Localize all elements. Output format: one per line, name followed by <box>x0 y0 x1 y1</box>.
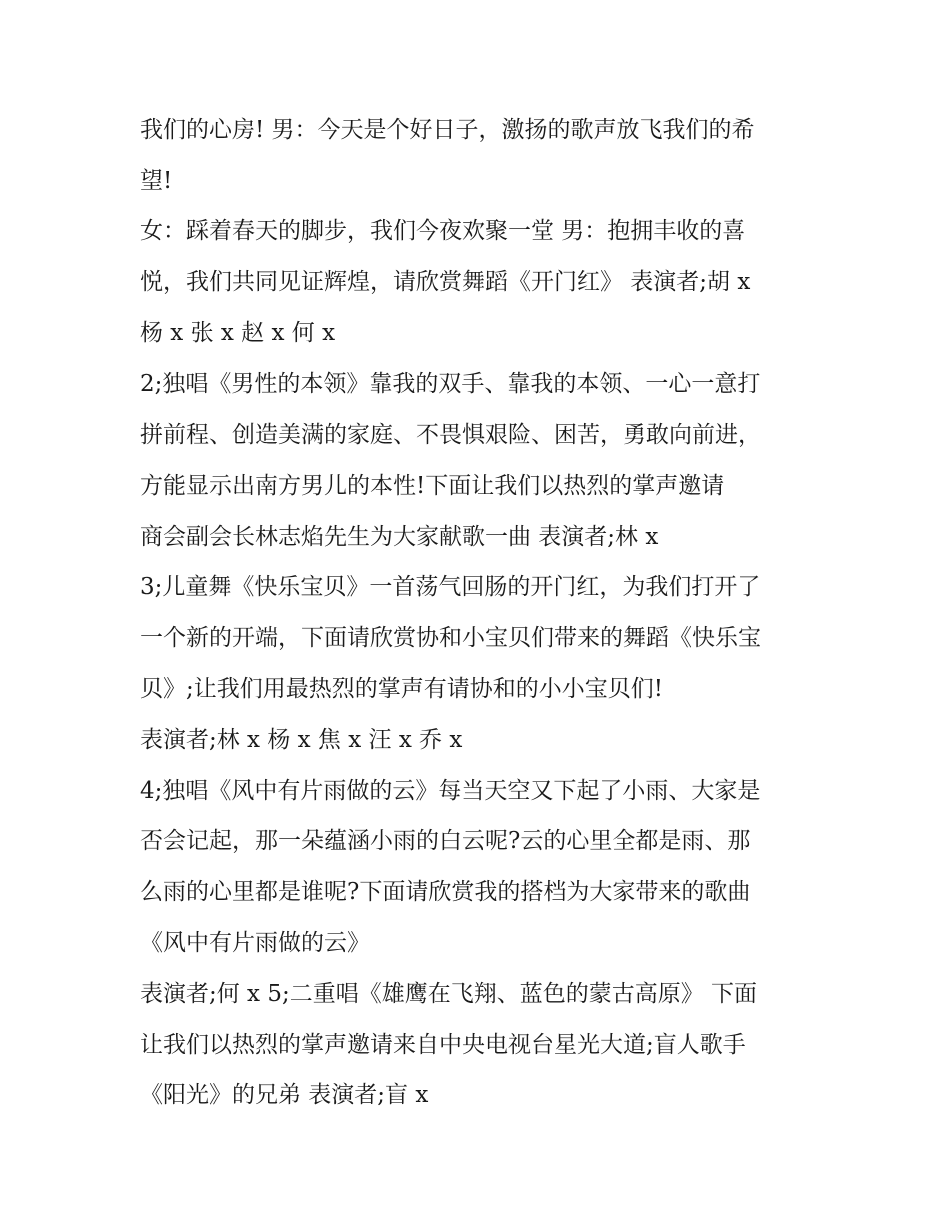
text-line: 拼前程、创造美满的家庭、不畏惧艰险、困苦，勇敢向前进， <box>140 422 761 448</box>
text-line: 3;儿童舞《快乐宝贝》一首荡气回肠的开门红，为我们打开了 <box>140 574 761 600</box>
text-line: 我们的心房! 男：今天是个好日子，激扬的歌声放飞我们的希 <box>140 117 755 143</box>
text-line: 贝》;让我们用最热烈的掌声有请协和的小小宝贝们! <box>140 676 663 702</box>
text-line: 望! <box>140 168 173 194</box>
text-line: 2;独唱《男性的本领》靠我的双手、靠我的本领、一心一意打 <box>140 371 761 397</box>
text-line: 悦，我们共同见证辉煌，请欣赏舞蹈《开门红》 表演者;胡 x <box>140 269 751 295</box>
text-line: 让我们以热烈的掌声邀请来自中央电视台星光大道;盲人歌手 <box>140 1032 746 1058</box>
text-line: 4;独唱《风中有片雨做的云》每当天空又下起了小雨、大家是 <box>140 778 761 804</box>
text-line: 表演者;何 x 5;二重唱《雄鹰在飞翔、蓝色的蒙古高原》 下面 <box>140 981 758 1007</box>
text-line: 《阳光》的兄弟 表演者;盲 x <box>140 1082 429 1108</box>
text-line: 女：踩着春天的脚步，我们今夜欢聚一堂 男：抱拥丰收的喜 <box>140 218 746 244</box>
text-line: 商会副会长林志焰先生为大家献歌一曲 表演者;林 x <box>140 524 659 550</box>
text-line: 么雨的心里都是谁呢?下面请欣赏我的搭档为大家带来的歌曲 <box>140 879 751 905</box>
text-line: 《风中有片雨做的云》 <box>140 930 370 956</box>
text-line: 方能显示出南方男儿的本性!下面让我们以热烈的掌声邀请 <box>140 473 725 499</box>
text-line: 一个新的开端，下面请欣赏协和小宝贝们带来的舞蹈《快乐宝 <box>140 625 761 651</box>
text-line: 否会记起，那一朵蕴涵小雨的白云呢?云的心里全都是雨、那 <box>140 828 751 854</box>
text-line: 表演者;林 x 杨 x 焦 x 汪 x 乔 x <box>140 727 463 753</box>
text-line: 杨 x 张 x 赵 x 何 x <box>140 320 336 346</box>
